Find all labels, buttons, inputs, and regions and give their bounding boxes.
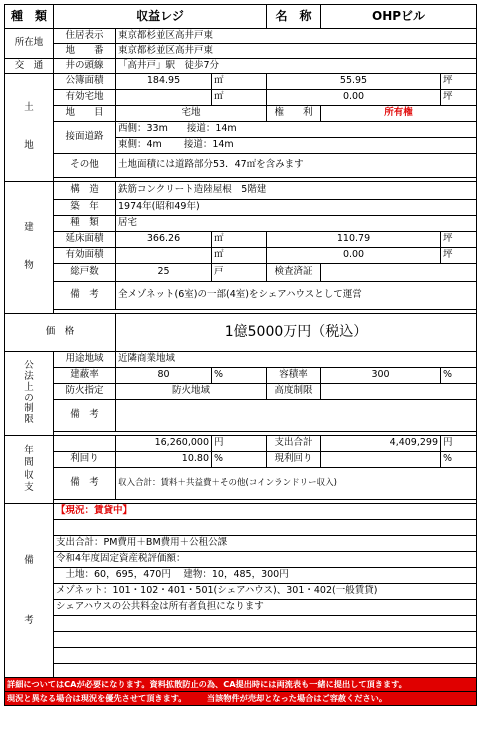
income-label: 年 間 収 支	[5, 436, 54, 504]
notes-line-7: シェアハウスの公共料金は所有者負担になります	[54, 600, 477, 616]
building-effective	[116, 248, 212, 264]
building-effective-m2-unit: ㎡	[212, 248, 267, 264]
legal-remarks	[116, 400, 477, 432]
lot-value: 東京都杉並区高井戸東	[116, 44, 477, 59]
address-label: 住居表示	[54, 29, 116, 44]
notes-line-1: 【現況：賃貸中】	[54, 504, 477, 520]
location-label: 所在地	[5, 29, 54, 59]
legal-far-label: 容積率	[267, 368, 321, 384]
building-effective-label: 有効面積	[54, 248, 116, 264]
price-label: 価 格	[5, 314, 116, 352]
land-rights-label: 権 利	[267, 106, 321, 122]
land-rights: 所有権	[321, 106, 477, 122]
income-yield-label: 利回り	[54, 452, 116, 468]
land-effective-tsubo: 0.00	[267, 90, 441, 106]
notes-line-5: 土地：60，695，470円 建物：10，485，300円	[54, 568, 477, 584]
land-other-label: その他	[54, 154, 116, 178]
legal-zone-label: 用途地域	[54, 352, 116, 368]
legal-far: 300	[321, 368, 441, 384]
legal-fire-label: 防火指定	[54, 384, 116, 400]
building-effective-tsubo: 0.00	[267, 248, 441, 264]
legal-height	[321, 384, 477, 400]
building-floor-area: 366.26	[116, 232, 212, 248]
building-tsubo-unit: 坪	[441, 232, 477, 248]
notes-line-3: 支出合計：PM費用＋BM費用＋公租公課	[54, 536, 477, 552]
building-inspection-label: 検査済証	[267, 264, 321, 282]
price-value: 1億5000万円（税込）	[116, 314, 477, 352]
property-table	[4, 4, 477, 706]
building-units-unit: 戸	[212, 264, 267, 282]
land-official-area-tsubo: 55.95	[267, 74, 441, 90]
income-yield-unit: %	[212, 452, 267, 468]
legal-height-label: 高度制限	[267, 384, 321, 400]
income-blank	[54, 436, 116, 452]
building-inspection	[321, 264, 477, 282]
notes-line-4: 令和4年度固定資産税評価額：	[54, 552, 477, 568]
building-floor-area-tsubo: 110.79	[267, 232, 441, 248]
building-effective-tsubo-unit: 坪	[441, 248, 477, 264]
legal-far-unit: %	[441, 368, 477, 384]
land-road-2: 東側：4m 接道：14m	[116, 138, 477, 154]
building-floor-area-label: 延床面積	[54, 232, 116, 248]
land-m2-unit: ㎡	[212, 74, 267, 90]
land-road-label: 接面道路	[54, 122, 116, 154]
notes-line-9	[54, 632, 477, 648]
land-category-label: 地 目	[54, 106, 116, 122]
building-label: 建 物	[5, 182, 54, 314]
building-type-label: 種 類	[54, 216, 116, 232]
building-remarks: 全メゾネット(6室)の一部(4室)をシェアハウスとして運営	[116, 282, 477, 310]
kind-label: 種 類	[5, 5, 54, 29]
income-actual-unit: %	[441, 452, 477, 468]
building-units: 25	[116, 264, 212, 282]
land-category: 宅地	[116, 106, 267, 122]
income-actual-label: 現利回り	[267, 452, 321, 468]
income-annual-unit: 円	[212, 436, 267, 452]
land-road-1: 西側：33m 接道：14m	[116, 122, 477, 138]
land-effective-label: 有効宅地	[54, 90, 116, 106]
address-value: 東京都杉並区高井戸東	[116, 29, 477, 44]
legal-zone: 近隣商業地域	[116, 352, 477, 368]
notes-line-8	[54, 616, 477, 632]
footer-line-1: 詳細についてはCAが必要になります。資料拡散防止の為、CA提出時には両流表も一緒に提出して頂きます。	[5, 678, 477, 692]
land-tsubo-unit: 坪	[441, 74, 477, 90]
name-value: OHPビル	[321, 5, 477, 29]
footer-line-2: 現況と異なる場合は現況を優先させて頂きます。 当該物件が売却となった場合はご容赦ください。	[5, 692, 477, 706]
property-sheet	[4, 4, 476, 749]
notes-line-2	[54, 520, 477, 536]
legal-bcr: 80	[116, 368, 212, 384]
notes-line-6: メゾネット：101・102・401・501(シェアハウス)、301・402(一般賃貸)	[54, 584, 477, 600]
transport-station: 「高井戸」駅 徒歩7分	[116, 59, 477, 74]
building-m2-unit: ㎡	[212, 232, 267, 248]
land-effective-m2-unit: ㎡	[212, 90, 267, 106]
transport-label: 交 通	[5, 59, 54, 74]
income-actual	[321, 452, 441, 468]
income-annual: 16,260,000	[116, 436, 212, 452]
income-expense-unit: 円	[441, 436, 477, 452]
income-remarks-label: 備 考	[54, 468, 116, 500]
land-effective-tsubo-unit: 坪	[441, 90, 477, 106]
building-structure-label: 構 造	[54, 182, 116, 200]
land-other: 土地面積には道路部分53．47㎡を含みます	[116, 154, 477, 178]
legal-fire: 防火地域	[116, 384, 267, 400]
lot-label: 地 番	[54, 44, 116, 59]
land-official-area-label: 公簿面積	[54, 74, 116, 90]
income-yield: 10.80	[116, 452, 212, 468]
legal-bcr-unit: %	[212, 368, 267, 384]
land-official-area: 184.95	[116, 74, 212, 90]
legal-bcr-label: 建蔽率	[54, 368, 116, 384]
name-label: 名 称	[267, 5, 321, 29]
building-units-label: 総戸数	[54, 264, 116, 282]
legal-label: 公 法 上 の 制 限	[5, 352, 54, 436]
land-label: 土 地	[5, 74, 54, 182]
kind-value: 収益レジ	[54, 5, 267, 29]
income-expense-label: 支出合計	[267, 436, 321, 452]
notes-line-10	[54, 648, 477, 664]
legal-remarks-label: 備 考	[54, 400, 116, 432]
building-built-label: 築 年	[54, 200, 116, 216]
building-type: 居宅	[116, 216, 477, 232]
building-built: 1974年(昭和49年)	[116, 200, 477, 216]
transport-line: 井の頭線	[54, 59, 116, 74]
income-expense: 4,409,299	[321, 436, 441, 452]
building-structure: 鉄筋コンクリート造陸屋根 5階建	[116, 182, 477, 200]
income-remarks: 収入合計：賃料＋共益費＋その他(コインランドリー収入)	[116, 468, 477, 500]
building-remarks-label: 備 考	[54, 282, 116, 310]
notes-label: 備 考	[5, 504, 54, 678]
notes-line-11	[54, 664, 477, 678]
land-effective	[116, 90, 212, 106]
